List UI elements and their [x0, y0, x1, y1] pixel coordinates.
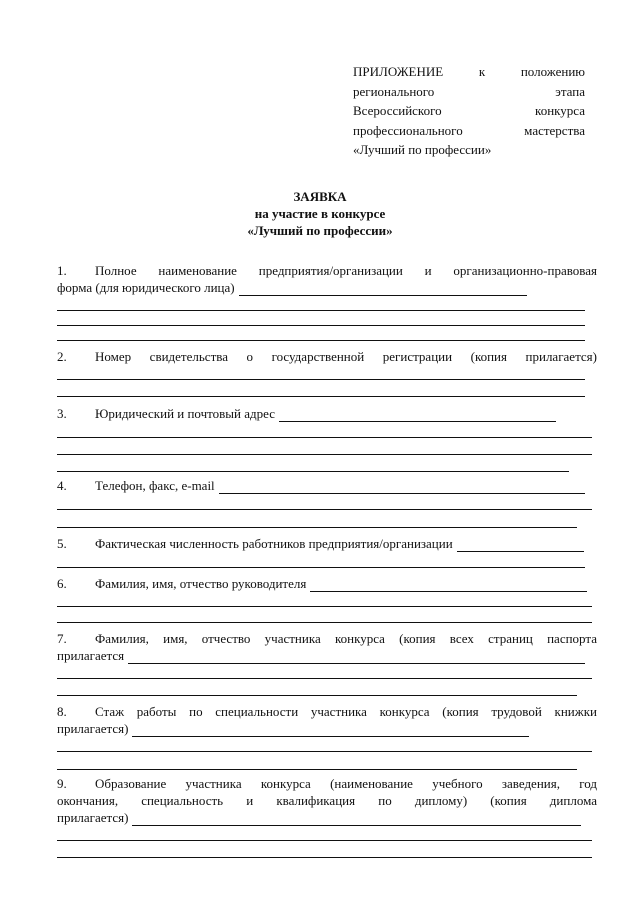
- form-item-4: 4. Телефон, факс, e-mail: [57, 477, 597, 528]
- item-text: форма (для юридического лица): [57, 280, 235, 295]
- entry-line[interactable]: [132, 812, 581, 826]
- item-text: прилагается): [57, 721, 129, 736]
- form-item-6: 6. Фамилия, имя, отчество руководителя: [57, 575, 597, 623]
- item-text: Фактическая численность работников предприятия/организации: [95, 536, 453, 551]
- entry-line[interactable]: [57, 471, 569, 472]
- item-text: Телефон, факс, e-mail: [95, 478, 215, 493]
- form-item-1: [57, 262, 597, 341]
- entry-line[interactable]: [57, 678, 592, 679]
- appendix-line: профессионального мастерства: [353, 122, 585, 138]
- item-text: Юридический и почтовый адрес: [95, 406, 275, 421]
- form-item-3: 3. Юридический и почтовый адрес: [57, 405, 597, 472]
- entry-line[interactable]: [57, 857, 592, 858]
- item-text: прилагается: [57, 648, 125, 663]
- application-form: [57, 262, 597, 858]
- entry-line[interactable]: [57, 840, 592, 841]
- entry-line[interactable]: [57, 509, 592, 510]
- appendix-line: регионального этапа: [353, 83, 585, 99]
- entry-line[interactable]: [239, 282, 527, 296]
- appendix-line: «Лучший по профессии»: [353, 142, 492, 157]
- item-text: 7. Фамилия, имя, отчество участника конкурса (копия всех страниц паспорта: [57, 631, 597, 646]
- entry-line[interactable]: [310, 578, 587, 592]
- form-item-9: [57, 775, 597, 858]
- entry-line[interactable]: [132, 723, 529, 737]
- entry-line[interactable]: [128, 650, 585, 664]
- item-text: прилагается): [57, 810, 129, 825]
- form-item-7: [57, 630, 597, 696]
- form-item-2: [57, 348, 597, 397]
- title-sub: на участие в конкурсе: [254, 206, 386, 221]
- entry-line[interactable]: [57, 751, 592, 752]
- document-title: [0, 188, 640, 239]
- entry-line[interactable]: [57, 396, 585, 397]
- title-main: ЗАЯВКА: [293, 189, 347, 204]
- item-text: 2. Номер свидетельства о государственной регистрации (копия прилагается): [57, 349, 597, 364]
- appendix-line: Всероссийского конкурса: [353, 103, 585, 118]
- entry-line[interactable]: [57, 695, 577, 696]
- entry-line[interactable]: [57, 340, 585, 341]
- entry-line[interactable]: [57, 325, 585, 326]
- entry-line[interactable]: [57, 567, 585, 568]
- item-text: окончания, специальность и квалификация по диплому) (копия диплома: [57, 793, 597, 808]
- item-text: 8. Стаж работы по специальности участника конкурса (копия трудовой книжки: [57, 704, 597, 719]
- entry-line[interactable]: [57, 437, 592, 438]
- form-item-8: [57, 703, 597, 770]
- entry-line[interactable]: [279, 408, 556, 422]
- appendix-header: [353, 62, 585, 160]
- appendix-line: ПРИЛОЖЕНИЕ к положению: [353, 64, 585, 79]
- entry-line[interactable]: [57, 379, 585, 380]
- item-text: 9. Образование участника конкурса (наименование учебного заведения, год: [57, 776, 597, 791]
- form-item-5: 5. Фактическая численность работников предприятия/организации: [57, 535, 597, 568]
- entry-line[interactable]: [457, 538, 584, 552]
- entry-line[interactable]: [57, 622, 592, 623]
- entry-line[interactable]: [57, 454, 592, 455]
- entry-line[interactable]: [57, 527, 577, 528]
- entry-line[interactable]: [57, 606, 592, 607]
- item-text: Фамилия, имя, отчество руководителя: [95, 576, 307, 591]
- entry-line[interactable]: [219, 480, 585, 494]
- item-text: 1. Полное наименование предприятия/организации и организационно-правовая: [57, 263, 597, 278]
- entry-line[interactable]: [57, 769, 577, 770]
- entry-line[interactable]: [57, 310, 585, 311]
- title-sub: «Лучший по профессии»: [247, 223, 393, 238]
